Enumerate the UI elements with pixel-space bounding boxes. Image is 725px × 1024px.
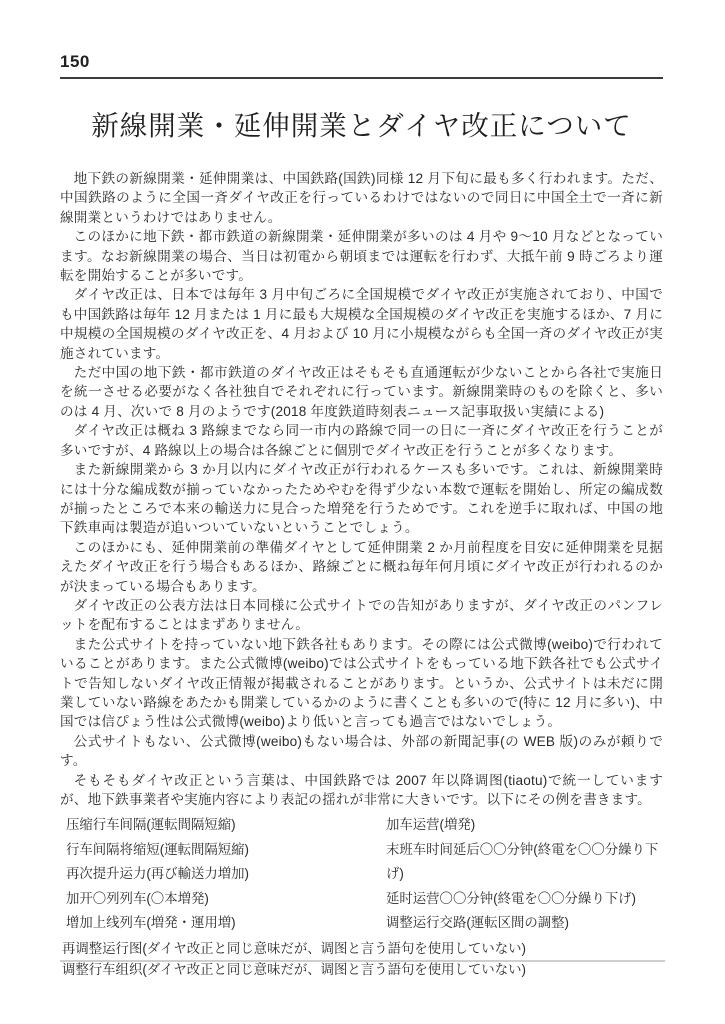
glossary-note-line: 调整行车组织(ダイヤ改正と同じ意味だが、调图と言う語句を使用していない) xyxy=(62,961,526,977)
glossary-item: 调整运行交路(運転区間の調整) xyxy=(386,915,569,931)
paragraph: このほかにも、延伸開業前の準備ダイヤとして延伸開業 2 か月前程度を目安に延伸開業を見据えたダイヤ改正を行う場合もあるほか、路線ごとに概ね毎年何月頃にダイヤ改正が行われるのかが決まっている場合もあります。 xyxy=(60,539,663,594)
body-text xyxy=(60,169,663,809)
glossary-left-column xyxy=(66,813,386,936)
glossary-item: 再次提升运力(再び輸送力増加) xyxy=(66,866,249,882)
glossary-item: 增加上线列车(増発・運用増) xyxy=(66,915,236,931)
glossary-item: 加开〇列列车(〇本増発) xyxy=(66,890,209,906)
glossary-item: 行车间隔将缩短(運転間隔短縮) xyxy=(66,841,249,857)
paragraph: 地下鉄の新線開業・延伸開業は、中国鉄路(国鉄)同様 12 月下旬に最も多く行われます。ただ、中国鉄路のように全国一斉ダイヤ改正を行っているわけではないので同日に中国全土で一斉に新線開業というわけではありません。 xyxy=(60,171,663,225)
paragraph: また新線開業から 3 か月以内にダイヤ改正が行われるケースも多いです。これは、新線開業時には十分な編成数が揃っていなかったためやむを得ず少ない本数で運転を開始し、所定の編成数が揃ったところで本来の輸送力に見合った増発を行うためです。これを逆手に取れば、中国の地下鉄車両は製造が追いついていないということでしょう。 xyxy=(60,462,663,536)
paragraph: そもそもダイヤ改正という言葉は、中国鉄路では 2007 年以降调图(tiaotu)で統一していますが、地下鉄事業者や実施内容により表記の揺れが非常に大きいです。以下にその例を書きます。 xyxy=(60,772,663,807)
footer-rule xyxy=(60,960,665,962)
terminology-glossary xyxy=(66,813,663,936)
paragraph: ただ中国の地下鉄・都市鉄道のダイヤ改正はそもそも直通運転が少ないことから各社で実施日を統一させる必要がなく各社独自でそれぞれに行っています。新線開業時のものを除くと、多いのは 4 月、次いで 8 月のようです(2018 年度鉄道時刻表ニュース記事取扱い実績による) xyxy=(60,365,663,419)
paragraph: ダイヤ改正は、日本では毎年 3 月中旬ごろに全国規模でダイヤ改正が実施されており、中国でも中国鉄路は毎年 12 月または 1 月に最も大規模な全国規模のダイヤ改正を実施するほか、7 月に中規模の全国規模のダイヤ改正を、4 月および 10 月に小規模ながらも全国一斉のダイヤ改正が実施されています。 xyxy=(60,287,663,361)
paragraph: ダイヤ改正は概ね 3 路線までなら同一市内の路線で同一の日に一斉にダイヤ改正を行うことが多いですが、4 路線以上の場合は各線ごとに個別でダイヤ改正を行うことが多くなります。 xyxy=(60,423,663,458)
glossary-item: 加车运营(増発) xyxy=(386,817,476,833)
glossary-item: 末班车时间延后〇〇分钟(終電を〇〇分繰り下げ) xyxy=(386,841,659,882)
glossary-item: 压缩行车间隔(運転間隔短縮) xyxy=(66,817,236,833)
paragraph: ダイヤ改正の公表方法は日本同様に公式サイトでの告知がありますが、ダイヤ改正のパンフレットを配布することはまずありません。 xyxy=(60,597,663,633)
paragraph: また公式サイトを持っていない地下鉄各社もあります。その際には公式微博(weibo)で行われていることがあります。また公式微博(weibo)では公式サイトをもっている地下鉄各社でも公式サイトで告知しないダイヤ改正情報が掲載されることがあります。というか、公式サイトは未だに開業していない路線をあたかも開業しているかのように書くことも多いので(特に 12 月に多い)、中国では信ぴょう性は公式微博(weibo)より低いと言っても過言ではないでしょう。 xyxy=(60,636,663,730)
glossary-note-line: 再调整运行图(ダイヤ改正と同じ意味だが、调图と言う語句を使用していない) xyxy=(62,940,526,956)
page-header xyxy=(60,52,663,79)
page-title: 新線開業・延伸開業とダイヤ改正について xyxy=(91,110,632,141)
paragraph: このほかに地下鉄・都市鉄道の新線開業・延伸開業が多いのは 4 月や 9〜10 月などとなっています。なお新線開業の場合、当日は初電から朝頃までは運転を行わず、大抵午前 9 時ごろより運転を開始することが多いです。 xyxy=(60,229,663,284)
glossary-item: 延时运营〇〇分钟(終電を〇〇分繰り下げ) xyxy=(386,890,636,906)
glossary-notes xyxy=(62,938,663,980)
paragraph: 公式サイトもない、公式微博(weibo)もない場合は、外部の新聞記事(の WEB 版)のみが頼りです。 xyxy=(60,733,663,769)
page-number: 150 xyxy=(60,52,90,71)
glossary-right-column xyxy=(386,813,663,936)
